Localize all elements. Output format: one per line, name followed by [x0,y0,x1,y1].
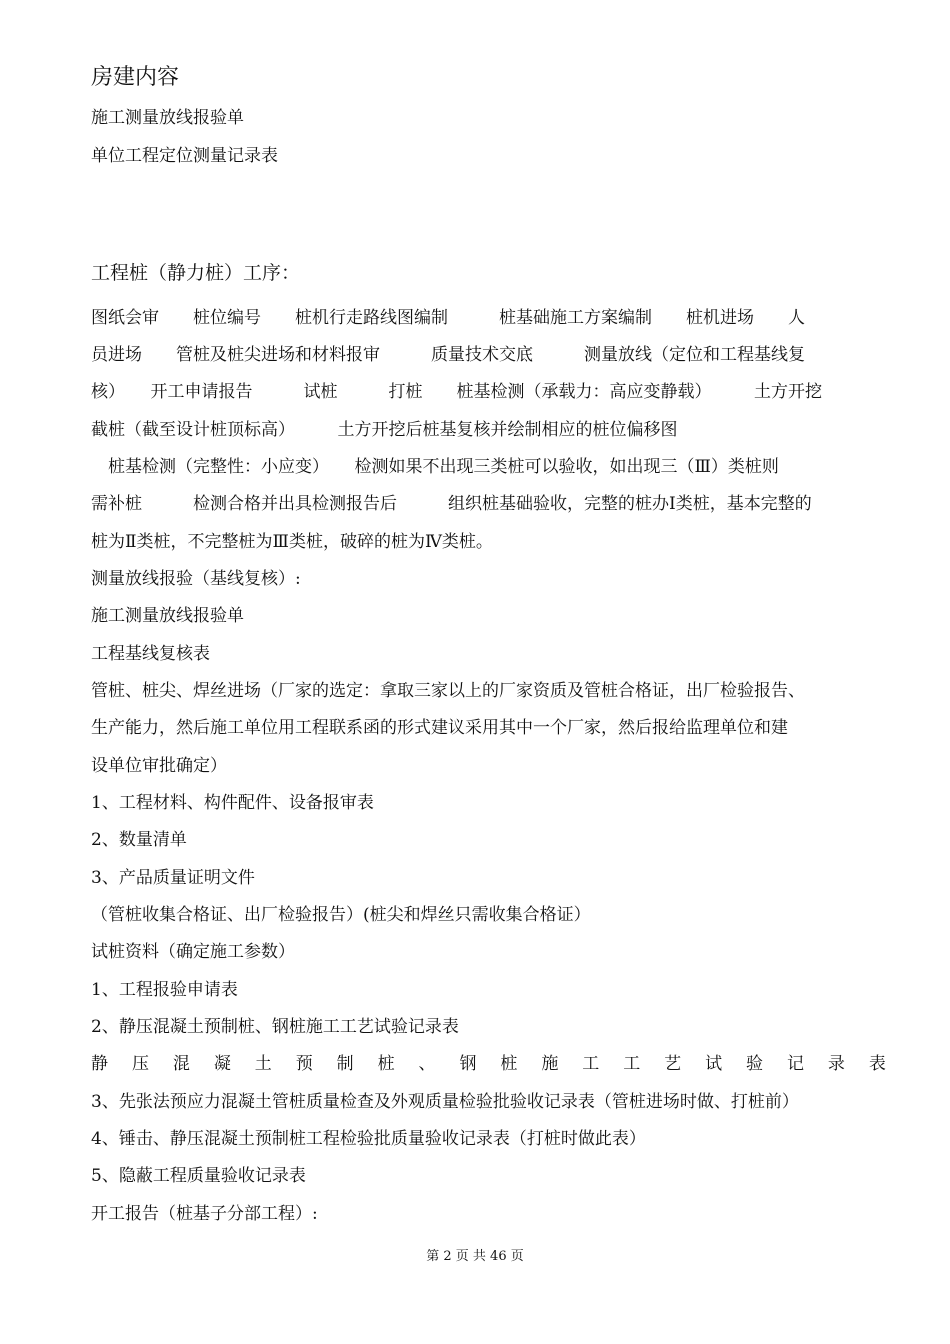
body-line: 生产能力，然后施工单位用工程联系函的形式建议采用其中一个厂家，然后报给监理单位和建 [91,718,788,738]
spaced-char: 静 [91,1054,108,1074]
page-footer: 第 2 页 共 46 页 [426,1249,524,1264]
body-line: 设单位审批确定） [91,756,227,776]
body-line: 4、锤击、静压混凝土预制桩工程检验批质量验收记录表（打桩时做此表） [91,1129,646,1149]
body-line: 1、工程材料、构件配件、设备报审表 [91,793,374,813]
body-line: 1、工程报验申请表 [91,980,238,1000]
intro-line: 施工测量放线报验单 [91,108,244,128]
body-line: 桩为Ⅱ类桩，不完整桩为Ⅲ类桩，破碎的桩为Ⅳ类桩。 [91,532,493,552]
body-line: 需补桩 检测合格并出具检测报告后 组织桩基础验收，完整的桩办Ⅰ类桩，基本完整的 [91,494,812,514]
spaced-char: 凝 [213,1054,231,1074]
spaced-char: 录 [827,1054,845,1074]
spaced-char: 验 [746,1054,763,1074]
spaced-char: 制 [336,1054,354,1074]
spaced-char: 混 [172,1054,190,1074]
body-line: 测量放线报验（基线复核）: [91,569,301,589]
spaced-char: 表 [868,1054,886,1074]
spaced-char: 土 [254,1054,272,1074]
spaced-char: 工 [623,1054,641,1074]
spaced-char: 施 [541,1054,559,1074]
spaced-char: 工 [582,1054,600,1074]
body-line: 图纸会审 桩位编号 桩机行走路线图编制 桩基础施工方案编制 桩机进场 人 [91,308,805,328]
body-line: 管桩、桩尖、焊丝进场（厂家的选定：拿取三家以上的厂家资质及管桩合格证，出厂检验报告、 [91,681,805,701]
body-line: 2、数量清单 [91,830,187,850]
body-line: （管桩收集合格证、出厂检验报告）(桩尖和焊丝只需收集合格证） [91,905,591,925]
spaced-char: 钢 [459,1054,477,1074]
section-title: 工程桩（静力桩）工序： [91,262,301,284]
body-line: 5、隐蔽工程质量验收记录表 [91,1166,306,1186]
body-line: 试桩资料（确定施工参数） [91,942,295,962]
body-line: 2、静压混凝土预制桩、钢桩施工工艺试验记录表 [91,1017,459,1037]
body-line: 3、先张法预应力混凝土管桩质量检查及外观质量检验批验收记录表（管桩进场时做、打桩前） [91,1092,799,1112]
spaced-char: 记 [786,1054,804,1074]
body-line: 桩基检测（完整性：小应变） 检测如果不出现三类桩可以验收，如出现三（Ⅲ）类桩则 [91,457,779,477]
body-line: 员进场 管桩及桩尖进场和材料报审 质量技术交底 测量放线（定位和工程基线复 [91,345,805,365]
body-line: 截桩（截至设计桩顶标高） 土方开挖后桩基复核并绘制相应的桩位偏移图 [91,420,678,440]
spaced-char: 桩 [377,1054,395,1074]
intro-line: 单位工程定位测量记录表 [91,146,278,166]
body-line: 工程基线复核表 [91,644,210,664]
spaced-char: 压 [131,1054,149,1074]
body-line: 开工报告（桩基子分部工程）: [91,1204,318,1224]
body-line: 3、产品质量证明文件 [91,868,255,888]
spaced-char: 预 [295,1054,313,1074]
body-line: 施工测量放线报验单 [91,606,244,626]
spaced-char: 试 [705,1054,723,1074]
spaced-char: 艺 [664,1054,682,1074]
spaced-char: 、 [418,1054,436,1074]
spaced-char: 桩 [500,1054,518,1074]
spaced-line [91,1053,886,1075]
page-heading: 房建内容 [91,65,180,90]
body-line: 核） 开工申请报告 试桩 打桩 桩基检测（承载力：高应变静载） 土方开挖 [91,382,822,402]
